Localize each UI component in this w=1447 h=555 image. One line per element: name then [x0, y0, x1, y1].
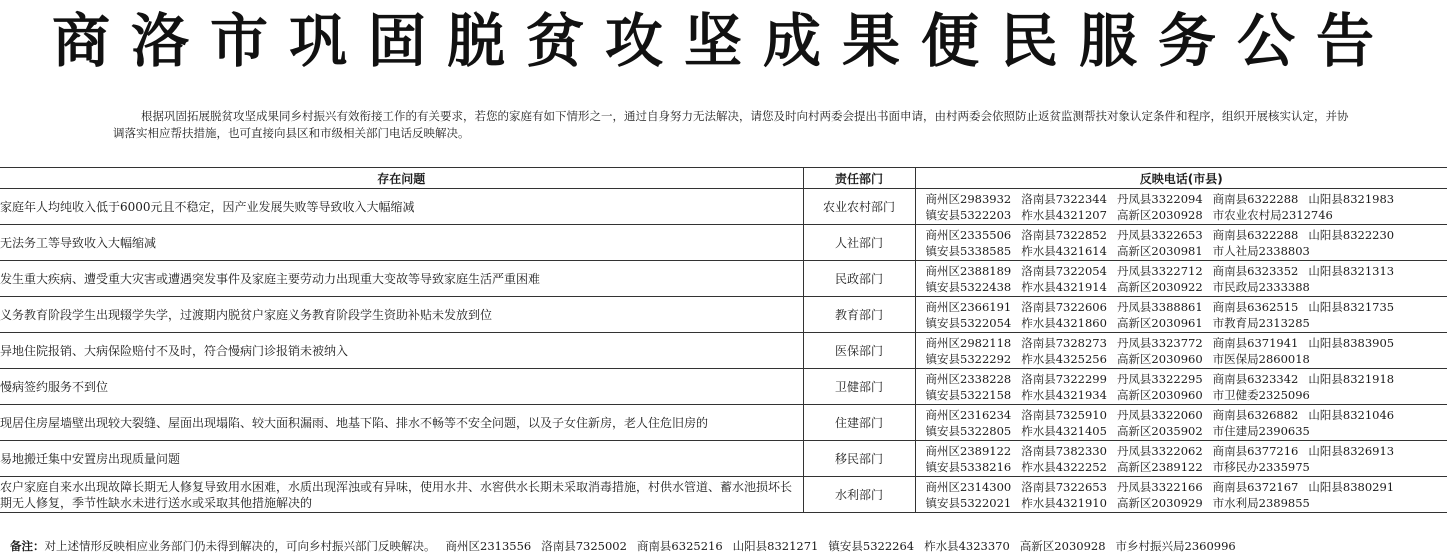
- phone-number: 商南县6326882: [1212, 407, 1299, 422]
- phone-number: 高新区2389122: [1116, 459, 1203, 474]
- footnote: [10, 538, 1440, 554]
- phone-number: 镇安县5322021: [925, 495, 1012, 510]
- table-row: [0, 369, 1447, 405]
- footnote-phone: 镇安县5322264: [828, 539, 915, 553]
- phone-number: 市民政局2333388: [1212, 279, 1310, 294]
- phone-number: 柞水县4321860: [1021, 315, 1107, 330]
- dept-cell: 医保部门: [803, 333, 915, 369]
- issue-cell: 易地搬迁集中安置房出现质量问题: [0, 441, 803, 477]
- phone-line: [926, 263, 1447, 279]
- phone-number: 山阳县8321735: [1308, 299, 1395, 314]
- phone-line: [926, 299, 1447, 315]
- phone-number: 市移民办2335975: [1212, 459, 1310, 474]
- footnote-label: 备注：: [10, 539, 45, 553]
- phone-number: 丹凤县3322295: [1116, 371, 1203, 386]
- dept-cell: 农业农村部门: [803, 189, 915, 225]
- phone-number: 镇安县5338216: [925, 459, 1012, 474]
- issue-cell: 现居住房屋墙壁出现较大裂缝、屋面出现塌陷、较大面积漏雨、地基下陷、排水不畅等不安全问题，以及子女住新房，老人住危旧房的: [0, 405, 803, 441]
- issue-cell: 无法务工等导致收入大幅缩减: [0, 225, 803, 261]
- phone-number: 山阳县8383905: [1308, 335, 1395, 350]
- phone-number: 商州区2335506: [925, 227, 1012, 242]
- phone-line: [926, 387, 1447, 403]
- phone-number: 洛南县7322606: [1021, 299, 1107, 314]
- phone-number: 山阳县8321918: [1308, 371, 1395, 386]
- phone-number: 洛南县7322653: [1021, 479, 1107, 494]
- phone-number: 山阳县8321046: [1308, 407, 1395, 422]
- dept-cell: 人社部门: [803, 225, 915, 261]
- phone-line: [926, 207, 1447, 223]
- header-phone: 反映电话(市县): [915, 168, 1447, 189]
- phone-number: 丹凤县3388861: [1116, 299, 1203, 314]
- footnote-phone: 山阳县8321271: [732, 539, 819, 553]
- phone-line: [926, 243, 1447, 259]
- phone-cell: [915, 261, 1447, 297]
- dept-cell: 民政部门: [803, 261, 915, 297]
- dept-cell: 卫健部门: [803, 369, 915, 405]
- table-row: [0, 261, 1447, 297]
- issue-cell: 农户家庭自来水出现故障长期无人修复导致用水困难，水质出现浑浊或有异味，使用水井、水窖供水长期未采取消毒措施，村供水管道、蓄水池损坏长期无人修复，季节性缺水未进行送水或采取其他措施解决的: [0, 477, 803, 513]
- phone-number: 商南县6322288: [1212, 227, 1299, 242]
- phone-number: 镇安县5322054: [925, 315, 1012, 330]
- phone-number: 丹凤县3322653: [1116, 227, 1203, 242]
- phone-number: 柞水县4321910: [1021, 495, 1107, 510]
- phone-line: [926, 479, 1447, 495]
- phone-number: 镇安县5322292: [925, 351, 1012, 366]
- issue-cell: 发生重大疾病、遭受重大灾害或遭遇突发事件及家庭主要劳动力出现重大变故等导致家庭生活严重困难: [0, 261, 803, 297]
- page-title: 商洛市巩固脱贫攻坚成果便民服务公告: [51, 7, 1395, 75]
- phone-cell: [915, 189, 1447, 225]
- phone-number: 镇安县5322438: [925, 279, 1012, 294]
- phone-number: 山阳县8380291: [1308, 479, 1395, 494]
- phone-number: 丹凤县3322094: [1116, 191, 1203, 206]
- phone-number: 洛南县7328273: [1021, 335, 1107, 350]
- table-row: [0, 333, 1447, 369]
- phone-number: 商南县6362515: [1212, 299, 1299, 314]
- table-row: [0, 297, 1447, 333]
- intro-paragraph: 根据巩固拓展脱贫攻坚成果同乡村振兴有效衔接工作的有关要求，若您的家庭有如下情形之一，通过自身努力无法解决，请您及时向村两委会提出书面申请，由村两委会依照防止返贫监测帮扶对象认定条件和程序，组织开展核实认定，并协调落实相应帮扶措施，也可直接向县区和市级相关部门电话反映解决。: [113, 109, 1349, 140]
- phone-line: [926, 443, 1447, 459]
- footnote-phone: 市乡村振兴局2360996: [1115, 539, 1236, 553]
- phone-number: 高新区2030929: [1116, 495, 1203, 510]
- phone-cell: [915, 441, 1447, 477]
- phone-number: 柞水县4321405: [1021, 423, 1107, 438]
- phone-number: 市农业农村局2312746: [1212, 207, 1333, 222]
- phone-number: 市医保局2860018: [1212, 351, 1310, 366]
- phone-number: 商州区2983932: [925, 191, 1012, 206]
- phone-line: [926, 315, 1447, 331]
- footnote-phone: 商南县6325216: [636, 539, 723, 553]
- phone-number: 市人社局2338803: [1212, 243, 1310, 258]
- phone-number: 商南县6323352: [1212, 263, 1299, 278]
- phone-cell: [915, 297, 1447, 333]
- phone-number: 丹凤县3322060: [1116, 407, 1203, 422]
- phone-cell: [915, 225, 1447, 261]
- phone-number: 商州区2338228: [925, 371, 1012, 386]
- phone-cell: [915, 369, 1447, 405]
- phone-number: 商南县6371941: [1212, 335, 1299, 350]
- table-row: [0, 477, 1447, 513]
- phone-number: 丹凤县3322062: [1116, 443, 1203, 458]
- phone-number: 洛南县7325910: [1021, 407, 1107, 422]
- phone-number: 商州区2366191: [925, 299, 1012, 314]
- phone-number: 商州区2389122: [925, 443, 1012, 458]
- table-row: [0, 189, 1447, 225]
- phone-number: 市水利局2389855: [1212, 495, 1310, 510]
- phone-line: [926, 227, 1447, 243]
- phone-number: 高新区2030922: [1116, 279, 1203, 294]
- phone-number: 洛南县7382330: [1021, 443, 1107, 458]
- phone-number: 柞水县4321207: [1021, 207, 1107, 222]
- phone-number: 丹凤县3323772: [1116, 335, 1203, 350]
- phone-number: 高新区2035902: [1116, 423, 1203, 438]
- phone-number: 洛南县7322299: [1021, 371, 1107, 386]
- footnote-text: 对上述情形反映相应业务部门仍未得到解决的，可向乡村振兴部门反映解决。: [44, 539, 436, 553]
- phone-number: 镇安县5322158: [925, 387, 1012, 402]
- phone-number: 高新区2030981: [1116, 243, 1203, 258]
- phone-number: 柞水县4321914: [1021, 279, 1107, 294]
- footnote-phone: 高新区2030928: [1019, 539, 1106, 553]
- phone-number: 山阳县8321313: [1308, 263, 1395, 278]
- phone-number: 高新区2030960: [1116, 351, 1203, 366]
- phone-number: 高新区2030928: [1116, 207, 1203, 222]
- phone-number: 商南县6377216: [1212, 443, 1299, 458]
- table-row: [0, 225, 1447, 261]
- footnote-phone: 商州区2313556: [445, 539, 532, 553]
- phone-line: [926, 279, 1447, 295]
- dept-cell: 水利部门: [803, 477, 915, 513]
- issue-cell: 义务教育阶段学生出现辍学失学，过渡期内脱贫户家庭义务教育阶段学生资助补贴未发放到位: [0, 297, 803, 333]
- phone-line: [926, 335, 1447, 351]
- phone-number: 商南县6323342: [1212, 371, 1299, 386]
- phone-number: 市住建局2390635: [1212, 423, 1310, 438]
- phone-cell: [915, 333, 1447, 369]
- phone-cell: [915, 405, 1447, 441]
- phone-number: 洛南县7322054: [1021, 263, 1107, 278]
- phone-number: 柞水县4322252: [1021, 459, 1107, 474]
- issue-cell: 家庭年人均纯收入低于6000元且不稳定，因产业发展失败等导致收入大幅缩减: [0, 189, 803, 225]
- phone-number: 丹凤县3322712: [1116, 263, 1203, 278]
- phone-line: [926, 191, 1447, 207]
- phone-number: 山阳县8322230: [1308, 227, 1395, 242]
- phone-number: 丹凤县3322166: [1116, 479, 1203, 494]
- phone-number: 柞水县4321934: [1021, 387, 1107, 402]
- issue-cell: 异地住院报销、大病保险赔付不及时，符合慢病门诊报销未被纳入: [0, 333, 803, 369]
- phone-number: 商州区2982118: [925, 335, 1012, 350]
- footnote-phones: [446, 539, 1246, 553]
- table-header-row: [0, 168, 1447, 189]
- phone-number: 商州区2314300: [925, 479, 1012, 494]
- table-row: [0, 441, 1447, 477]
- phone-number: 商南县6322288: [1212, 191, 1299, 206]
- phone-line: [926, 351, 1447, 367]
- phone-line: [926, 459, 1447, 475]
- phone-number: 山阳县8321983: [1308, 191, 1395, 206]
- footnote-phone: 洛南县7325002: [541, 539, 627, 553]
- phone-number: 商州区2388189: [925, 263, 1012, 278]
- phone-number: 市卫健委2325096: [1212, 387, 1310, 402]
- phone-number: 柞水县4325256: [1021, 351, 1107, 366]
- phone-cell: [915, 477, 1447, 513]
- phone-number: 山阳县8326913: [1308, 443, 1395, 458]
- phone-number: 镇安县5338585: [925, 243, 1012, 258]
- dept-cell: 移民部门: [803, 441, 915, 477]
- phone-number: 高新区2030960: [1116, 387, 1203, 402]
- phone-number: 洛南县7322344: [1021, 191, 1107, 206]
- phone-number: 商州区2316234: [925, 407, 1012, 422]
- phone-line: [926, 371, 1447, 387]
- header-dept: 责任部门: [803, 168, 915, 189]
- phone-number: 高新区2030961: [1116, 315, 1203, 330]
- phone-line: [926, 423, 1447, 439]
- service-table: [0, 167, 1447, 513]
- table-row: [0, 405, 1447, 441]
- header-issue: 存在问题: [0, 168, 803, 189]
- dept-cell: 住建部门: [803, 405, 915, 441]
- phone-line: [926, 407, 1447, 423]
- phone-number: 商南县6372167: [1212, 479, 1299, 494]
- phone-number: 柞水县4321614: [1021, 243, 1107, 258]
- phone-number: 镇安县5322805: [925, 423, 1012, 438]
- phone-number: 洛南县7322852: [1021, 227, 1107, 242]
- dept-cell: 教育部门: [803, 297, 915, 333]
- phone-number: 镇安县5322203: [925, 207, 1012, 222]
- issue-cell: 慢病签约服务不到位: [0, 369, 803, 405]
- footnote-phone: 柞水县4323370: [924, 539, 1010, 553]
- phone-number: 市教育局2313285: [1212, 315, 1310, 330]
- phone-line: [926, 495, 1447, 511]
